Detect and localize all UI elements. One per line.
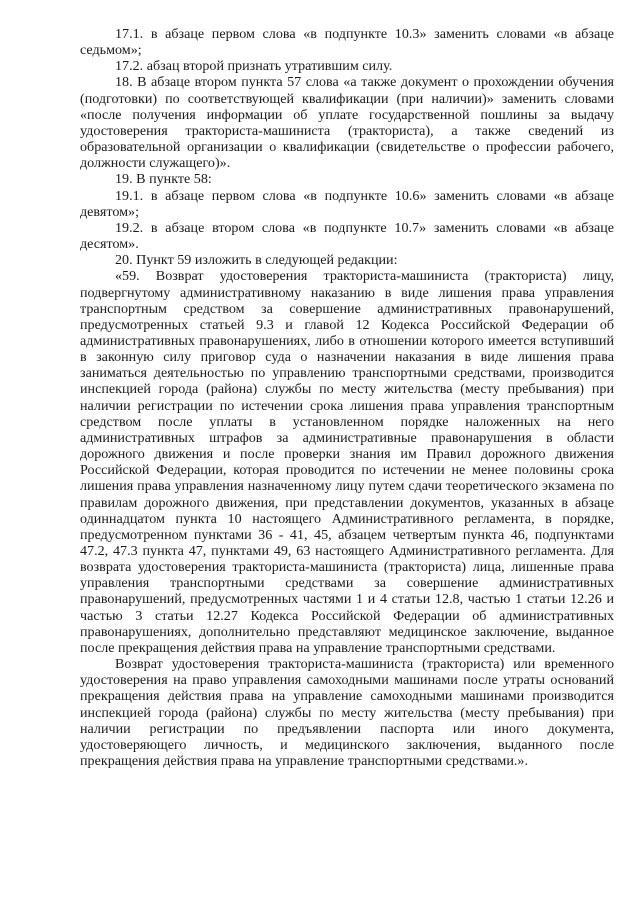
paragraph-17-2: 17.2. абзац второй признать утратившим силу. xyxy=(115,58,393,75)
paragraph-19-2: 19.2. в абзаце втором слова «в подпункте 10.7» заменить словами «в абзаце десятом». xyxy=(80,219,614,253)
paragraph-20: 20. Пункт 59 изложить в следующей редакции: xyxy=(115,252,398,269)
paragraph-17-1: 17.1. в абзаце первом слова «в подпункте 10.3» заменить словами «в абзаце седьмом»; xyxy=(80,26,614,59)
paragraph-19-1: 19.1. в абзаце первом слова «в подпункте 10.6» заменить словами «в абзаце девятом»; xyxy=(80,187,614,220)
paragraph-59-return: Возврат удостоверения тракториста-машиниста (тракториста) или временного удостоверения на право управления самоходными машинами после утраты оснований прекращения действия права на управление самоходными машинами производится инспекцией города (района) службы по месту жительства (месту пребывания) при наличии регистрации по предъявлении паспорта или иного документа, удостоверяющего личность, и медицинского заключения, выданного после прекращения действия права на управление транспортными средствами.». xyxy=(80,656,614,770)
paragraph-19: 19. В пункте 58: xyxy=(115,171,212,188)
paragraph-18: 18. В абзаце втором пункта 57 слова «а также документ о прохождении обучения (подготовки) по соответствующей квалификации (при наличии)» заменить словами «после получения информации об уплате государственной пошлины за выдачу удостоверения тракториста-машиниста (тракториста), а также сведений из образовательной организации о квалификации (свидетельстве о профессии рабочего, должности служащего)». xyxy=(80,74,614,172)
document-page xyxy=(80,26,614,769)
paragraph-59-main: «59. Возврат удостоверения тракториста-машиниста (тракториста) лицу, подвергнутому административному наказанию в виде лишения права управления транспортным средством за совершение административных правонарушений, предусмотренных статьей 9.3 и главой 12 Кодекса Российской Федерации об административных правонарушениях, либо в отношении которого имеется вступивший в законную силу приговор суда о назначении наказания в виде лишения права заниматься деятельностью по управлению транспортными средствами, производится инспекцией города (района) службы по месту жительства (месту пребывания) при наличии регистрации по истечении срока лишения права управления транспортным средством после уплаты в установленном порядке наложенных на него административных штрафов за административные правонарушения в области дорожного движения и после проверки знания им Правил дорожного движения Российской Федерации, которая проводится по истечении не менее половины срока лишения права управления назначенному лицу путем сдачи теоретического экзамена по правилам дорожного движения, при представлении документов, указанных в абзаце одиннадцатом пункта 10 настоящего Административного регламента, в порядке, предусмотренном пунктами 36 - 41, 45, абзацем четвертым пункта 46, подпунктами 47.2, 47.3 пункта 47, пунктами 49, 63 настоящего Административного регламента. Для возврата удостоверения тракториста-машиниста (тракториста) лица, лишенные права управления транспортными средствами за совершение административных правонарушений, предусмотренных частями 1 и 4 статьи 12.8, частью 1 статьи 12.26 и частью 3 статьи 12.27 Кодекса Российской Федерации об административных правонарушениях, дополнительно представляют медицинское заключение, выданное после прекращения действия права на управление транспортными средствами. xyxy=(80,268,614,656)
